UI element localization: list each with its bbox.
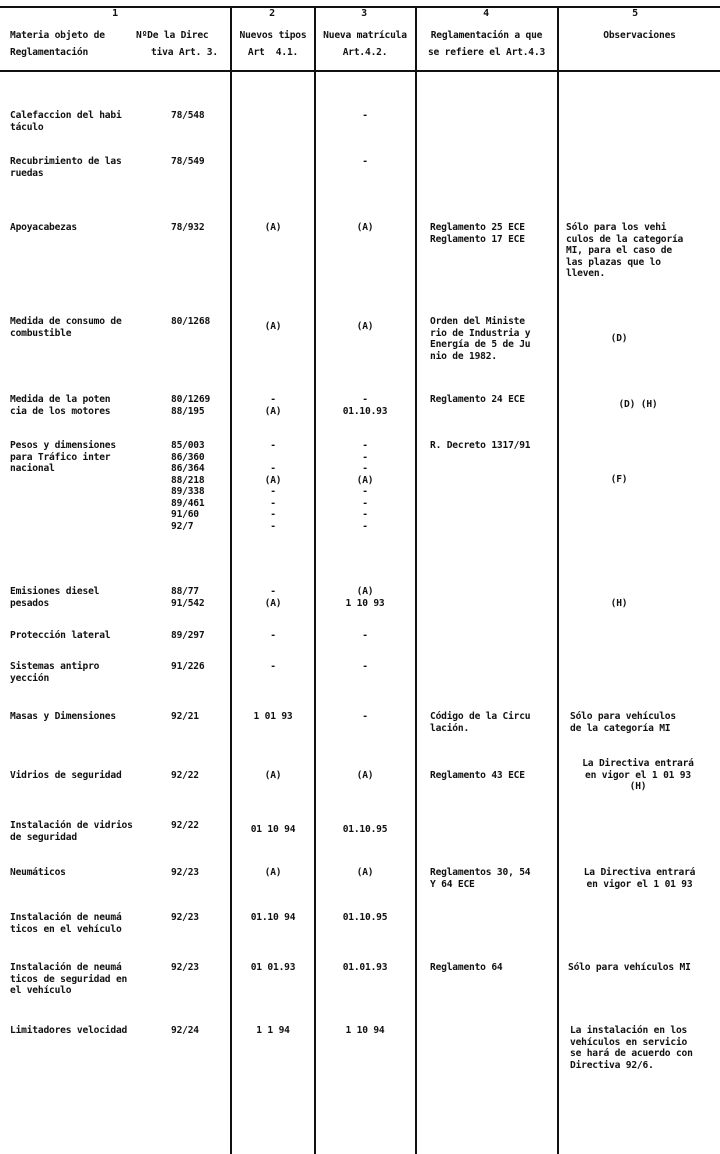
row-materia: Calefaccion del habi táculo — [10, 110, 122, 133]
row-nueva-matricula: (A) — [356, 222, 374, 233]
row-materia: Limitadores velocidad — [10, 1025, 128, 1036]
row-reglamentacion: Reglamento 64 — [430, 962, 503, 973]
header-directiva-line1: NºDe la Direc — [136, 30, 209, 41]
header-materia-line1: Materia objeto de — [10, 30, 105, 41]
row-nuevos-tipos: 01.10 94 — [250, 912, 296, 923]
row-directiva: 92/23 — [171, 867, 199, 878]
header-matricula-line2: Art.4.2. — [342, 47, 388, 58]
header-directiva-line2: tiva Art. 3. — [151, 47, 218, 58]
row-reglamentacion: Código de la Circu lación. — [430, 711, 531, 734]
row-materia: Medida de la poten cia de los motores — [10, 394, 111, 417]
header-observaciones: Observaciones — [603, 30, 676, 41]
row-observaciones: (F) — [610, 474, 628, 485]
row-directiva: 78/548 — [171, 110, 205, 121]
column-number-4: 4 — [483, 8, 489, 19]
row-observaciones: La Directiva entrará en vigor el 1 01 93 — [583, 867, 696, 890]
row-nuevos-tipos: - — [270, 661, 276, 672]
row-materia: Emisiones diesel pesados — [10, 586, 100, 609]
column-number-5: 5 — [632, 8, 638, 19]
header-matricula-line1: Nueva matrícula — [323, 30, 407, 41]
row-nuevos-tipos: - — [270, 630, 276, 641]
row-observaciones: La Directiva entrará en vigor el 1 01 93 (H) — [582, 758, 694, 792]
row-nuevos-tipos: 01 01.93 — [250, 962, 296, 973]
row-directiva: 88/77 91/542 — [171, 586, 205, 609]
row-nueva-matricula: (A) 1 10 93 — [345, 586, 385, 609]
row-nuevos-tipos: (A) — [264, 770, 282, 781]
row-nueva-matricula: 01.10.95 — [342, 824, 388, 835]
header-reglamentacion-line1: Reglamentación a que — [430, 30, 543, 41]
row-nuevos-tipos: (A) — [264, 222, 282, 233]
row-materia: Neumáticos — [10, 867, 66, 878]
row-nueva-matricula: 01.01.93 — [342, 962, 388, 973]
row-observaciones: (D) — [610, 333, 628, 344]
row-nueva-matricula: - 01.10.93 — [342, 394, 388, 417]
row-directiva: 80/1269 88/195 — [171, 394, 211, 417]
row-observaciones: La instalación en los vehículos en servicio se hará de acuerdo con Directiva 92/6. — [570, 1025, 693, 1071]
row-directiva: 89/297 — [171, 630, 205, 641]
row-nueva-matricula: - - - (A) - - - - — [356, 440, 374, 532]
row-materia: Apoyacabezas — [10, 222, 77, 233]
row-nuevos-tipos: - - (A) - - - - — [264, 440, 282, 532]
row-materia: Instalación de vidrios de seguridad — [10, 820, 133, 843]
row-observaciones: (D) (H) — [618, 399, 658, 410]
row-nueva-matricula: 1 10 94 — [345, 1025, 385, 1036]
row-nuevos-tipos: (A) — [264, 321, 282, 332]
row-nuevos-tipos: - (A) — [264, 394, 282, 417]
row-directiva: 80/1268 — [171, 316, 211, 327]
row-nueva-matricula: - — [362, 110, 368, 121]
row-nueva-matricula: (A) — [356, 321, 374, 332]
column-number-2: 2 — [269, 8, 275, 19]
row-observaciones: (H) — [610, 598, 628, 609]
column-number-3: 3 — [361, 8, 367, 19]
row-nuevos-tipos: - (A) — [264, 586, 282, 609]
row-reglamentacion: Reglamento 25 ECE Reglamento 17 ECE — [430, 222, 525, 245]
row-directiva: 92/22 — [171, 770, 199, 781]
row-nueva-matricula: 01.10.95 — [342, 912, 388, 923]
row-directiva: 92/23 — [171, 962, 199, 973]
row-observaciones: Sólo para vehículos MI — [568, 962, 691, 973]
row-directiva: 78/932 — [171, 222, 205, 233]
row-reglamentacion: Reglamentos 30, 54 Y 64 ECE — [430, 867, 531, 890]
row-materia: Masas y Dimensiones — [10, 711, 116, 722]
row-reglamentacion: R. Decreto 1317/91 — [430, 440, 531, 451]
row-directiva: 92/22 — [171, 820, 199, 831]
row-materia: Instalación de neumá ticos en el vehículo — [10, 912, 122, 935]
column-divider — [314, 6, 316, 1154]
row-directiva: 78/549 — [171, 156, 205, 167]
row-materia: Protección lateral — [10, 630, 111, 641]
row-nueva-matricula: - — [362, 156, 368, 167]
header-rule-bottom — [0, 70, 720, 72]
row-reglamentacion: Reglamento 24 ECE — [430, 394, 525, 405]
row-materia: Sistemas antipro yección — [10, 661, 100, 684]
row-nuevos-tipos: (A) — [264, 867, 282, 878]
header-nuevos-line1: Nuevos tipos — [239, 30, 307, 41]
column-number-1: 1 — [112, 8, 118, 19]
column-divider — [230, 6, 232, 1154]
header-materia-line2: Reglamentación — [10, 47, 89, 58]
row-nuevos-tipos: 1 01 93 — [253, 711, 293, 722]
row-directiva: 92/23 — [171, 912, 199, 923]
column-divider — [415, 6, 417, 1154]
row-materia: Vidrios de seguridad — [10, 770, 122, 781]
row-materia: Medida de consumo de combustible — [10, 316, 122, 339]
row-directiva: 92/21 — [171, 711, 199, 722]
header-nuevos-line2: Art 4.1. — [247, 47, 299, 58]
row-reglamentacion: Reglamento 43 ECE — [430, 770, 525, 781]
row-nuevos-tipos: 01 10 94 — [250, 824, 296, 835]
row-nueva-matricula: - — [362, 630, 368, 641]
row-nuevos-tipos: 1 1 94 — [256, 1025, 290, 1036]
row-directiva: 85/003 86/360 86/364 88/218 89/338 89/461 91/60 92/7 — [171, 440, 205, 532]
row-materia: Instalación de neumá ticos de seguridad en el vehículo — [10, 962, 128, 996]
row-reglamentacion: Orden del Ministe rio de Industria y Energía de 5 de Ju nio de 1982. — [430, 316, 531, 362]
column-divider — [557, 6, 559, 1154]
row-nueva-matricula: (A) — [356, 867, 374, 878]
row-nueva-matricula: - — [362, 711, 368, 722]
row-observaciones: Sólo para los vehi culos de la categoría MI, para el caso de las plazas que lo lleven. — [566, 222, 684, 279]
row-directiva: 92/24 — [171, 1025, 199, 1036]
header-reglamentacion-line2: se refiere el Art.4.3 — [427, 47, 546, 58]
row-materia: Recubrimiento de las ruedas — [10, 156, 122, 179]
row-materia: Pesos y dimensiones para Tráfico inter nacional — [10, 440, 116, 474]
row-observaciones: Sólo para vehículos de la categoría MI — [570, 711, 676, 734]
row-directiva: 91/226 — [171, 661, 205, 672]
row-nueva-matricula: - — [362, 661, 368, 672]
row-nueva-matricula: (A) — [356, 770, 374, 781]
